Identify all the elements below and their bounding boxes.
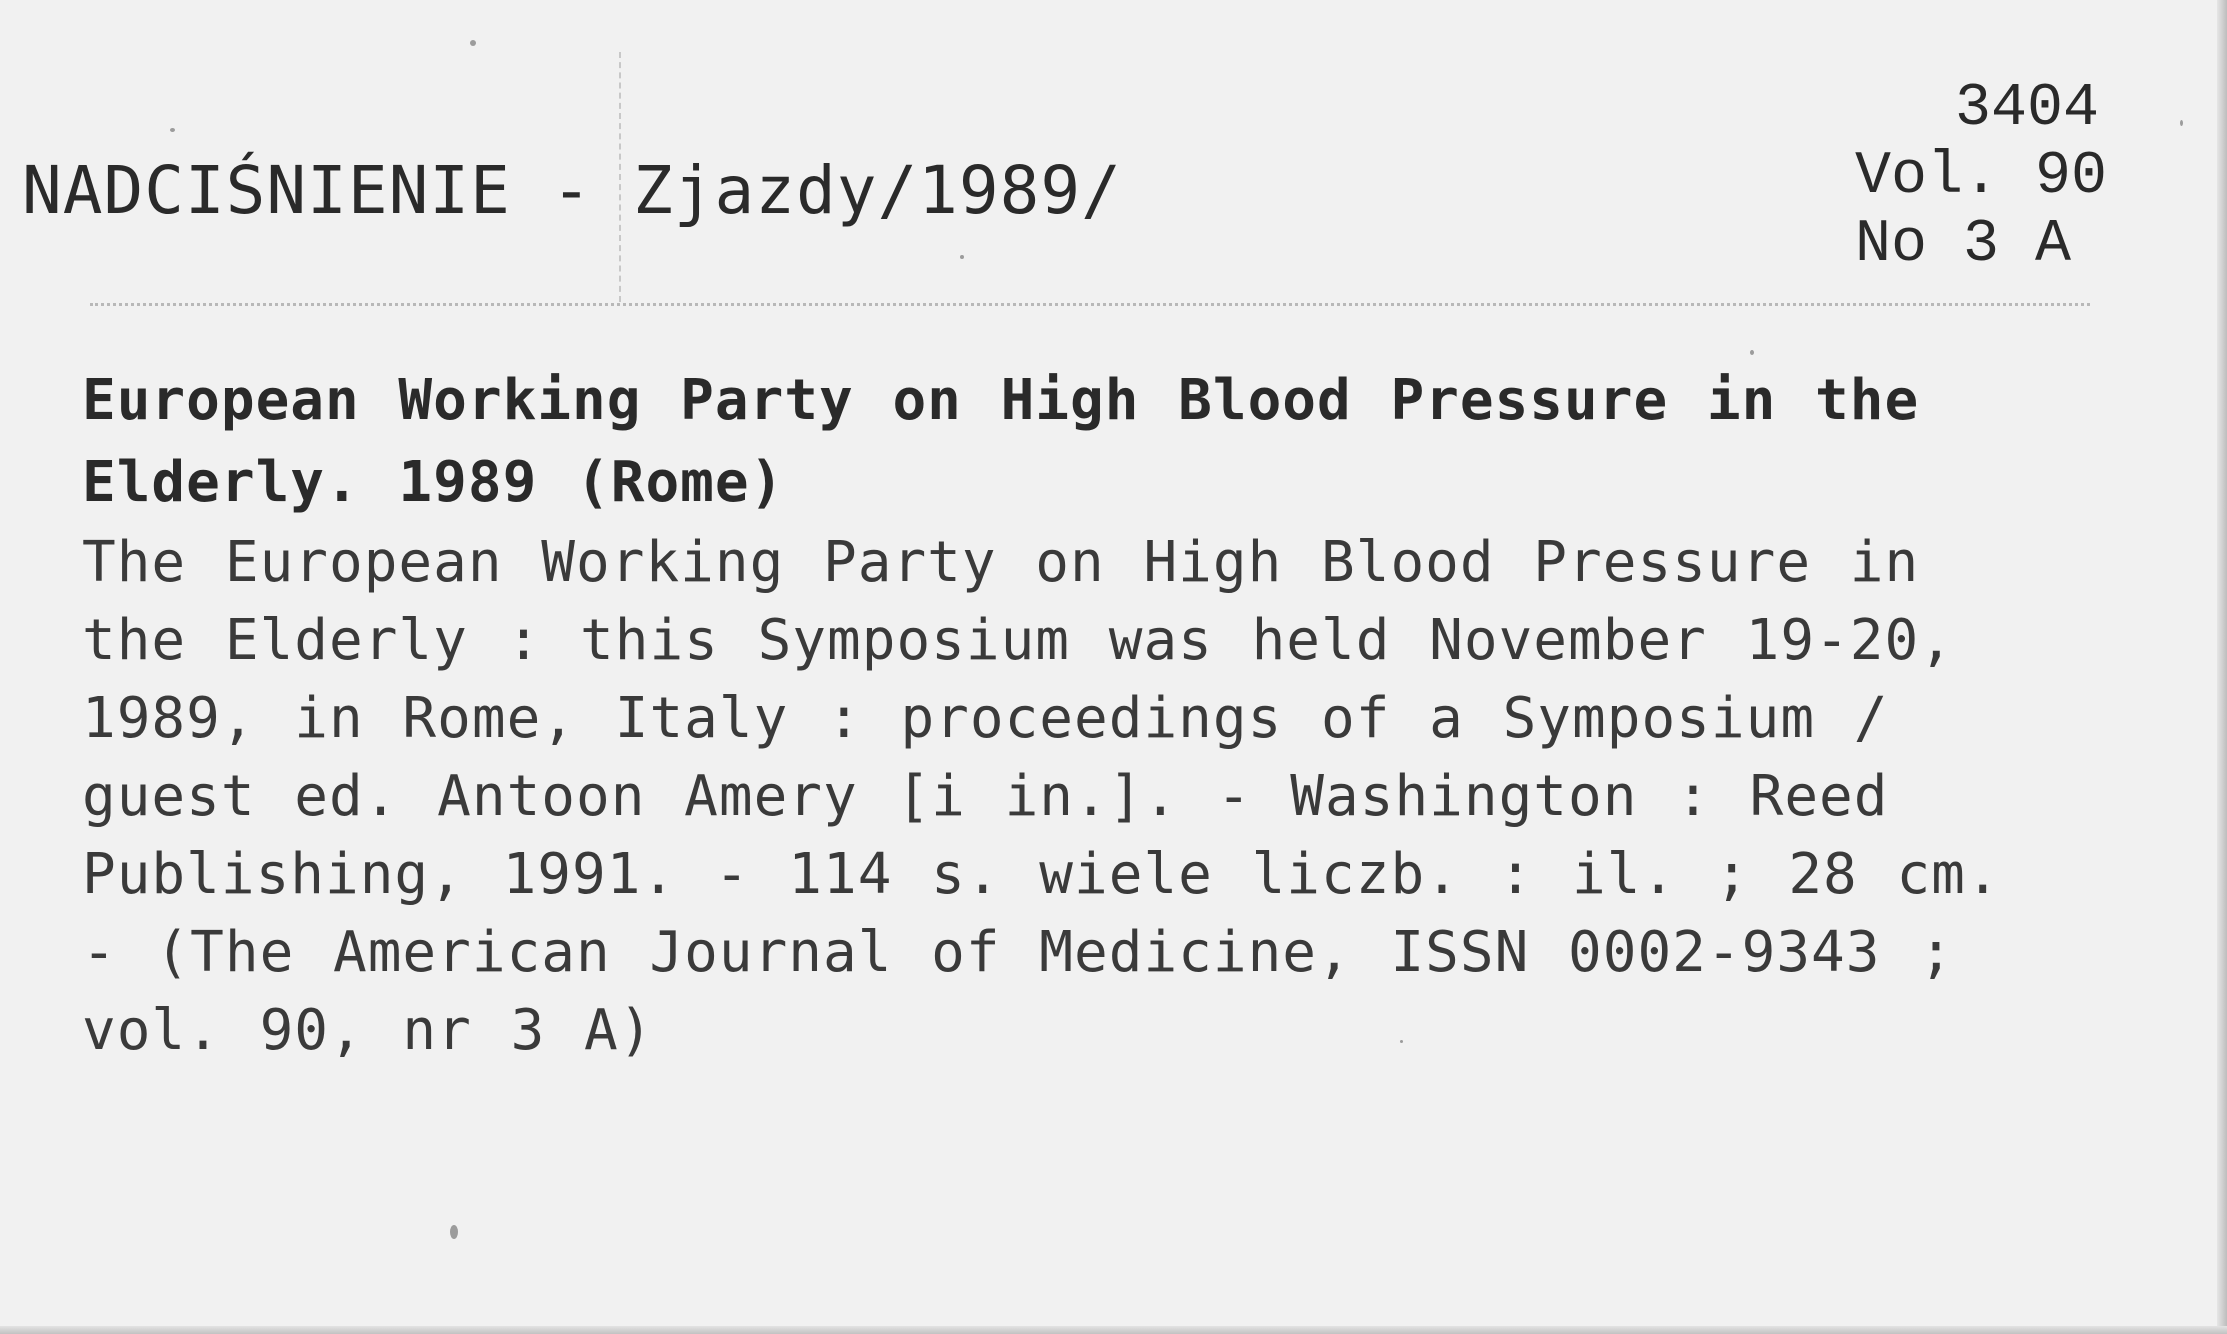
dust-speck — [2180, 120, 2183, 126]
issue-number: No 3 A — [1855, 211, 2072, 279]
subject-heading: NADCIŚNIENIE - Zjazdy/1989/ — [22, 152, 1122, 229]
description-line: Publishing, 1991. - 114 s. wiele liczb. : il. ; 28 cm. — [82, 842, 2001, 907]
description-line: the Elderly : this Symposium was held November 19-20, — [82, 608, 1954, 673]
entry-description — [82, 524, 2162, 1070]
dust-speck — [470, 40, 476, 46]
entry-heading — [82, 360, 2162, 524]
card-edge-bottom — [0, 1326, 2227, 1334]
volume-label: Vol. 90 — [1855, 143, 2108, 211]
card-edge-right — [2217, 0, 2227, 1334]
shelf-mark — [1855, 75, 2135, 279]
description-line: The European Working Party on High Blood Pressure in — [82, 530, 1920, 595]
heading-separator — [90, 303, 2090, 306]
description-line: guest ed. Antoon Amery [i in.]. - Washington : Reed — [82, 764, 1889, 829]
dust-speck — [960, 255, 964, 259]
description-line: 1989, in Rome, Italy : proceedings of a Symposium / — [82, 686, 1889, 751]
entry-heading-line: Elderly. 1989 (Rome) — [82, 450, 785, 515]
dust-speck — [450, 1225, 458, 1239]
bibliographic-entry — [82, 360, 2162, 1070]
description-line: - (The American Journal of Medicine, ISSN 0002-9343 ; — [82, 920, 1954, 985]
dust-speck — [1750, 350, 1754, 355]
entry-heading-line: European Working Party on High Blood Pressure in the — [82, 368, 1920, 433]
description-line: vol. 90, nr 3 A) — [82, 998, 654, 1063]
dust-speck — [170, 128, 175, 132]
call-number: 3404 — [1954, 75, 2099, 143]
